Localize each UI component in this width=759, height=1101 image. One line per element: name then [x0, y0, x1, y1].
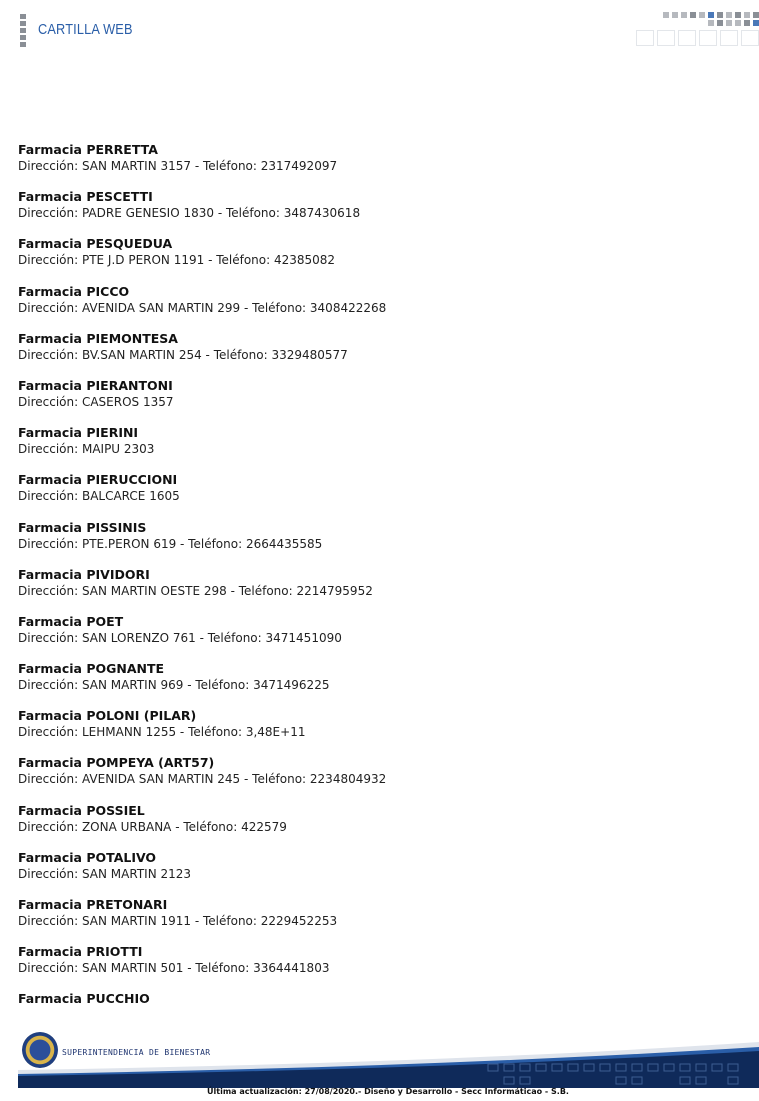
pharmacy-name: Farmacia POMPEYA (ART57): [18, 755, 215, 771]
pharmacy-address: Dirección: PTE J.D PERON 1191 - Teléfono: 42385082: [18, 253, 336, 268]
pharmacy-entry: [18, 803, 738, 850]
pharmacy-entry: [18, 520, 738, 567]
pharmacy-address: Dirección: AVENIDA SAN MARTIN 299 - Teléfono: 3408422268: [18, 300, 387, 315]
pharmacy-entry: [18, 472, 738, 519]
pharmacy-name: Farmacia POSSIEL: [18, 802, 145, 818]
pharmacy-entry: [18, 708, 738, 755]
pharmacy-name: Farmacia PISSINIS: [18, 519, 147, 535]
pharmacy-name: Farmacia PIEMONTESA: [18, 330, 178, 346]
pharmacy-address: Dirección: SAN LORENZO 761 - Teléfono: 3471451090: [18, 630, 342, 645]
pharmacy-list: [18, 142, 738, 1039]
pharmacy-name: Farmacia POGNANTE: [18, 661, 165, 677]
pharmacy-address: Dirección: SAN MARTIN 1911 - Teléfono: 2229452253: [18, 914, 338, 928]
pharmacy-address: Dirección: MAIPU 2303: [18, 442, 155, 457]
pharmacy-address: Dirección: CASEROS 1357: [18, 394, 174, 409]
pharmacy-entry: [18, 331, 738, 378]
pharmacy-address: Dirección: LEHMANN 1255 - Teléfono: 3,48E+11: [18, 725, 306, 740]
pharmacy-address: Dirección: SAN MARTIN 969 - Teléfono: 3471496225: [18, 678, 330, 693]
pharmacy-entry: [18, 425, 738, 472]
pharmacy-entry: [18, 189, 738, 236]
pharmacy-name: Farmacia PRETONARI: [18, 897, 168, 912]
pharmacy-entry: [18, 614, 738, 661]
institution-seal-icon: [22, 1032, 58, 1068]
pharmacy-name: Farmacia PUCCHIO: [18, 991, 150, 1007]
pharmacy-name: Farmacia PIERINI: [18, 425, 139, 441]
pharmacy-address: Dirección: PADRE GENESIO 1830 - Teléfono: 3487430618: [18, 206, 361, 221]
pharmacy-entry: [18, 567, 738, 614]
pharmacy-name: Farmacia PESQUEDUA: [18, 236, 173, 252]
decoration-squares-bottom: [708, 20, 759, 26]
pharmacy-address: Dirección: SAN MARTIN 2123: [18, 866, 192, 881]
pharmacy-name: Farmacia PIERUCCIONI: [18, 472, 178, 488]
pharmacy-address: Dirección: SAN MARTIN 3157 - Teléfono: 2317492097: [18, 159, 338, 173]
pharmacy-entry: [18, 944, 738, 991]
pharmacy-entry: [18, 142, 738, 189]
footer-wave-band: [18, 1028, 759, 1088]
pharmacy-entry: [18, 850, 738, 897]
pharmacy-name: Farmacia PERRETTA: [18, 142, 158, 157]
pharmacy-name: Farmacia PESCETTI: [18, 189, 153, 205]
pharmacy-name: Farmacia PRIOTTI: [18, 944, 143, 960]
pharmacy-address: Dirección: SAN MARTIN OESTE 298 - Teléfono: 2214795952: [18, 583, 373, 598]
footer-update-note: Última actualización: 27/08/2020.- Diseño y Desarrollo - Secc Informáticao - S.B.: [207, 1087, 569, 1096]
page-footer: [18, 1028, 759, 1088]
pharmacy-entry: [18, 661, 738, 708]
pharmacy-address: Dirección: PTE.PERON 619 - Teléfono: 2664435585: [18, 536, 323, 551]
pharmacy-name: Farmacia PIVIDORI: [18, 566, 150, 582]
pharmacy-entry: [18, 378, 738, 425]
header-title: CARTILLA WEB: [38, 21, 133, 38]
pharmacy-address: Dirección: AVENIDA SAN MARTIN 245 - Teléfono: 2234804932: [18, 772, 387, 787]
footer-organization: SUPERINTENDENCIA DE BIENESTAR: [62, 1048, 211, 1057]
decoration-outline-boxes: [636, 30, 759, 46]
pharmacy-address: Dirección: ZONA URBANA - Teléfono: 422579: [18, 819, 287, 834]
pharmacy-name: Farmacia PIERANTONI: [18, 377, 173, 393]
pharmacy-entry: [18, 236, 738, 283]
pharmacy-name: Farmacia POLONI (PILAR): [18, 708, 197, 724]
header-accent-bar: [20, 14, 26, 47]
pharmacy-entry: [18, 284, 738, 331]
pharmacy-entry: [18, 755, 738, 802]
pharmacy-name: Farmacia POTALIVO: [18, 849, 157, 865]
pharmacy-address: Dirección: BALCARCE 1605: [18, 489, 180, 504]
page-header: [0, 0, 759, 60]
pharmacy-name: Farmacia PICCO: [18, 283, 130, 299]
decoration-squares-top: [663, 12, 759, 18]
pharmacy-entry: [18, 897, 738, 944]
pharmacy-name: Farmacia POET: [18, 613, 124, 629]
pharmacy-address: Dirección: SAN MARTIN 501 - Teléfono: 3364441803: [18, 961, 330, 976]
header-decoration: [637, 12, 759, 48]
pharmacy-address: Dirección: BV.SAN MARTIN 254 - Teléfono: 3329480577: [18, 347, 348, 362]
